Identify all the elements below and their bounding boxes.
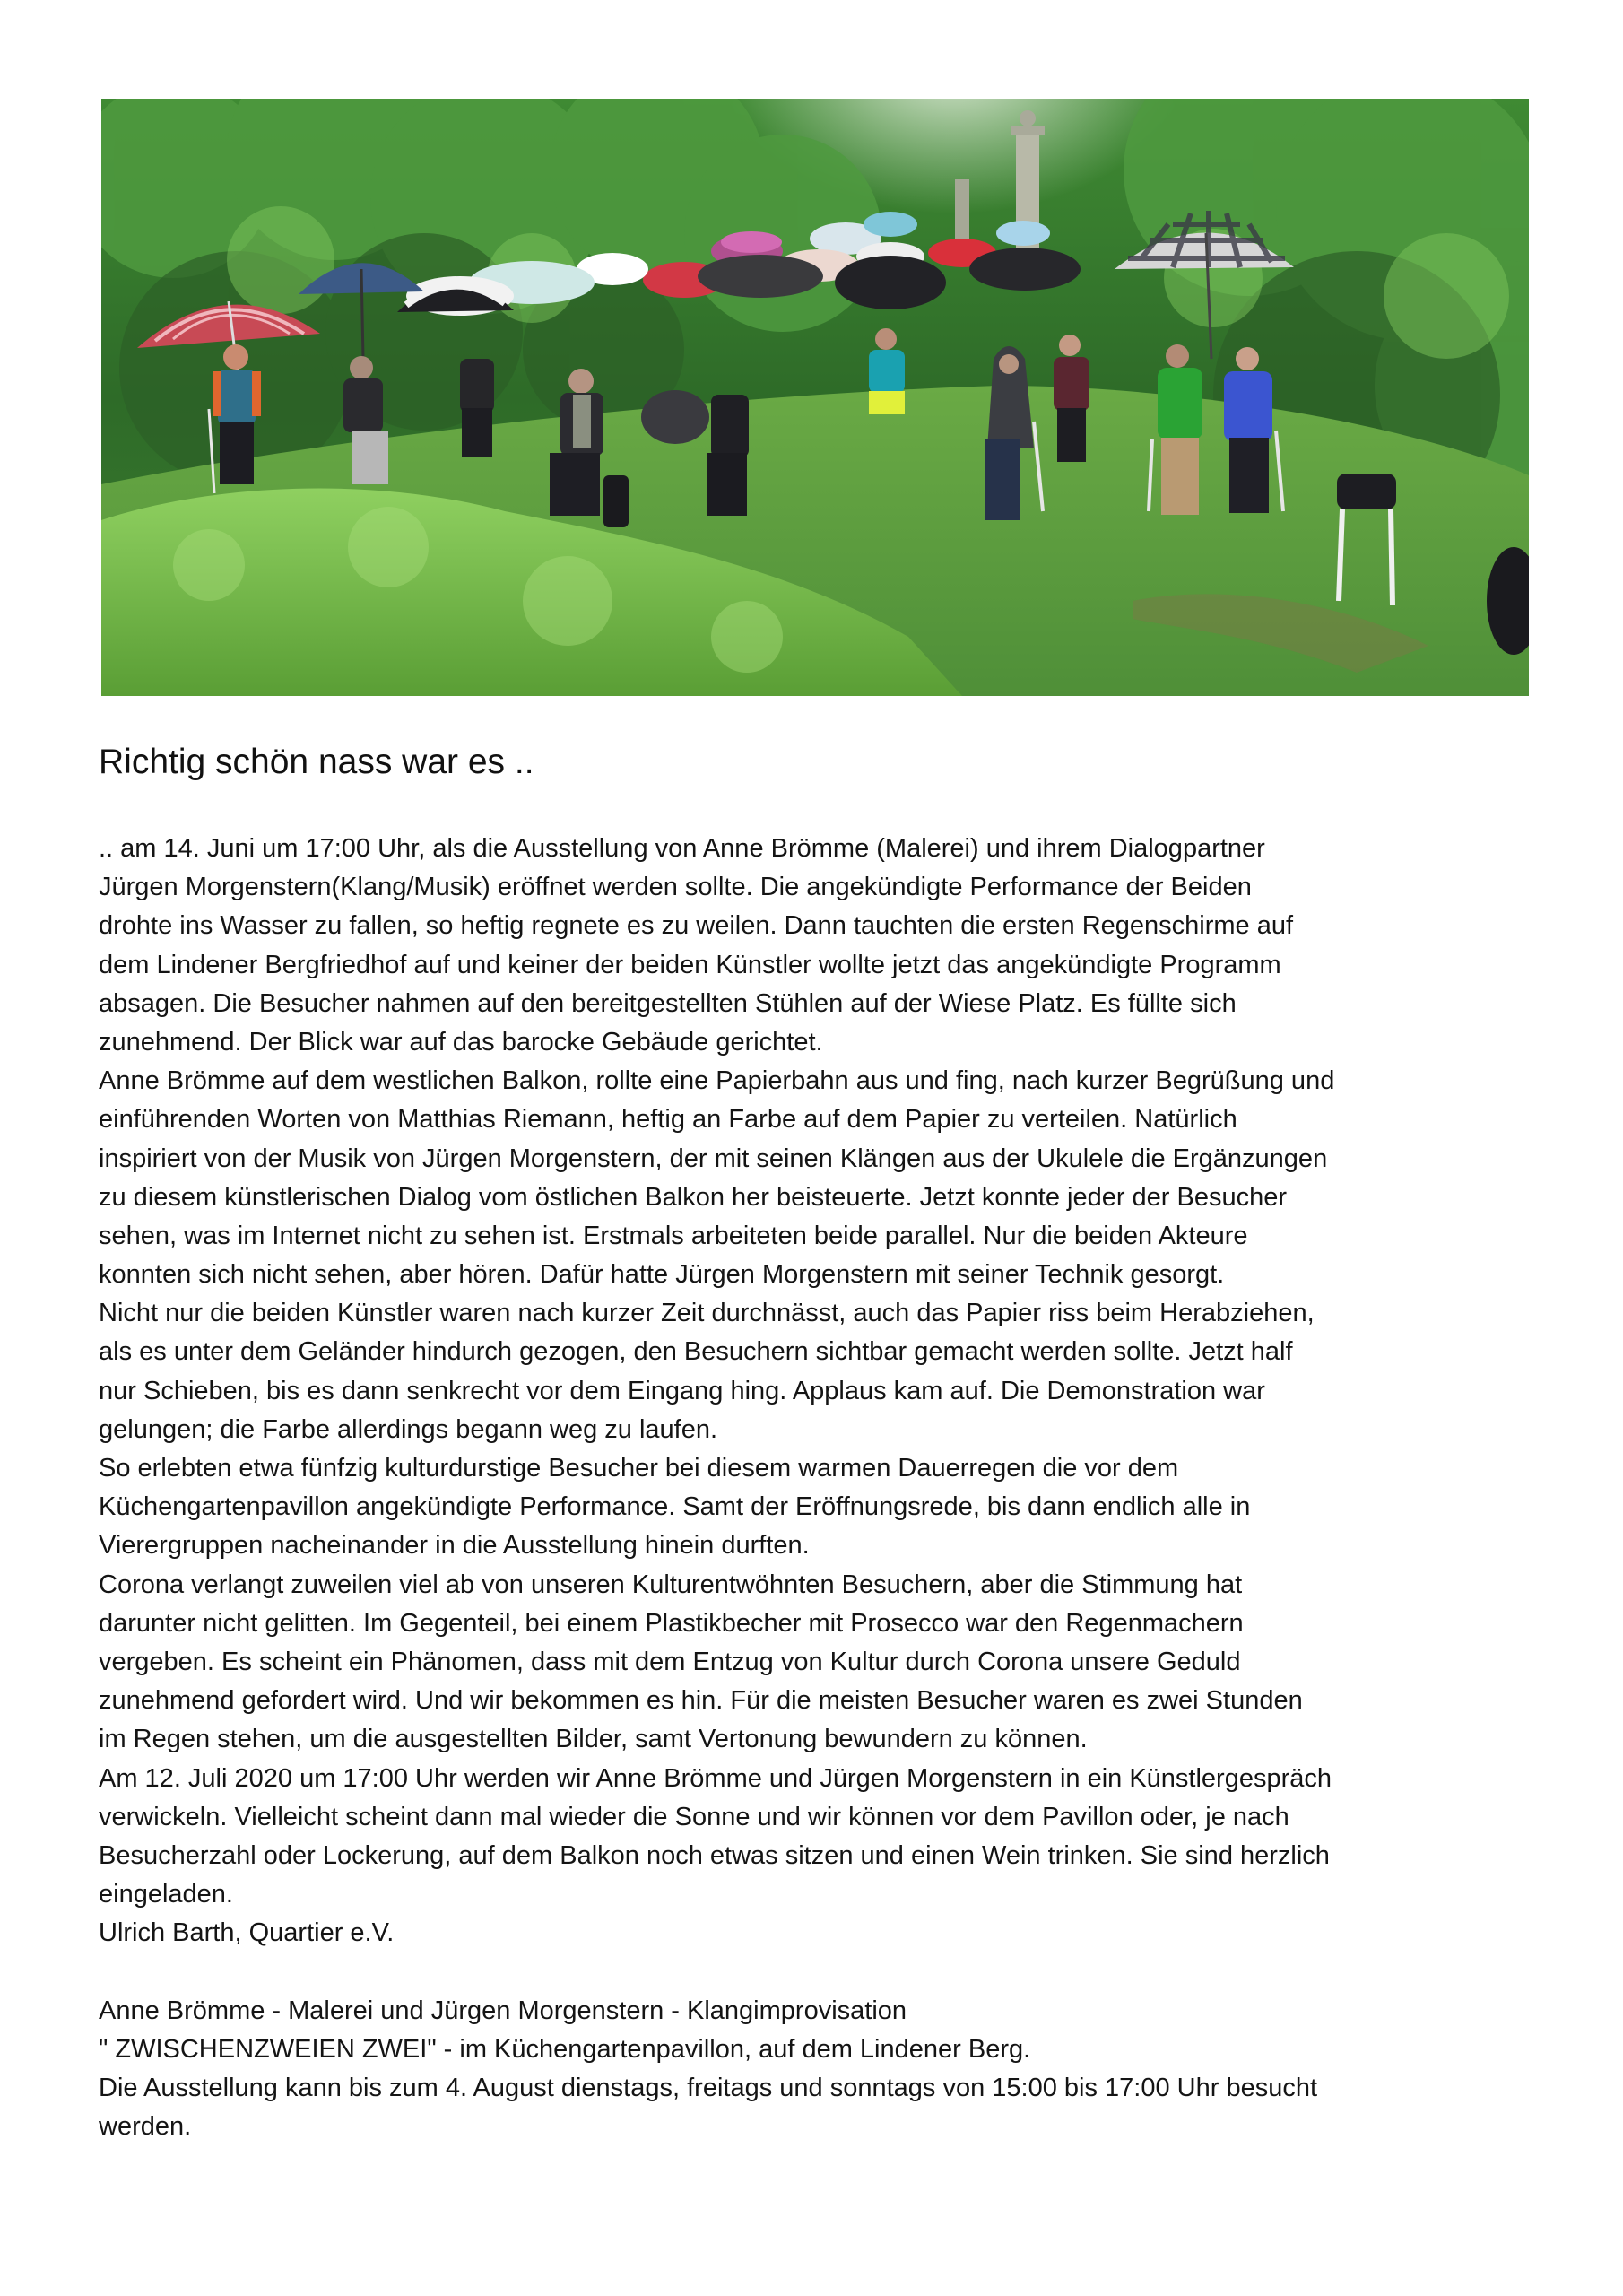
article-title: Richtig schön nass war es .. (99, 743, 534, 781)
article-line: zu diesem künstlerischen Dialog vom östlichen Balkon her beisteuerte. Jetzt konnte jeder der Besucher (99, 1182, 1288, 1212)
exhibition-info-line: werden. (99, 2112, 192, 2142)
article-line: konnten sich nicht sehen, aber hören. Dafür hatte Jürgen Morgenstern mit seiner Technik gesorgt. (99, 1260, 1225, 1290)
article-line: darunter nicht gelitten. Im Gegenteil, bei einem Plastikbecher mit Prosecco war den Regenmachern (99, 1608, 1244, 1638)
article-line: sehen, was im Internet nicht zu sehen ist. Erstmals arbeiteten beide parallel. Nur die beiden Akteure (99, 1221, 1248, 1250)
article-line: Küchengartenpavillon angekündigte Performance. Samt der Eröffnungsrede, bis dann endlich alle in (99, 1492, 1251, 1522)
article-line: absagen. Die Besucher nahmen auf den bereitgestellten Stühlen auf der Wiese Platz. Es füllte sich (99, 988, 1237, 1018)
article-line: Besucherzahl oder Lockerung, auf dem Balkon noch etwas sitzen und einen Wein trinken. Sie sind herzlich (99, 1840, 1330, 1870)
article-line: So erlebten etwa fünfzig kulturdurstige Besucher bei diesem warmen Dauerregen die vor dem (99, 1454, 1179, 1483)
article-line: vergeben. Es scheint ein Phänomen, dass mit dem Entzug von Kultur durch Corona unsere Geduld (99, 1647, 1241, 1676)
article-line: dem Lindener Bergfriedhof auf und keiner der beiden Künstler wollte jetzt das angekündigte Programm (99, 950, 1281, 979)
article-line: Vierergruppen nacheinander in die Ausstellung hinein durften. (99, 1531, 810, 1561)
article-line: einführenden Worten von Matthias Riemann, heftig an Farbe auf dem Papier zu verteilen. Natürlich (99, 1105, 1237, 1135)
article-line: eingeladen. (99, 1880, 233, 1909)
article-line: .. am 14. Juni um 17:00 Uhr, als die Ausstellung von Anne Brömme (Malerei) und ihrem Dialogpartner (99, 834, 1265, 863)
article-body (99, 830, 1524, 2146)
article-line: Corona verlangt zuweilen viel ab von unseren Kulturentwöhnten Besuchern, aber die Stimmung hat (99, 1570, 1243, 1599)
article-line: gelungen; die Farbe allerdings begann weg zu laufen. (99, 1414, 718, 1444)
article-line: als es unter dem Geländer hindurch gezogen, den Besuchern sichtbar gemacht werden sollte. Jetzt half (99, 1337, 1293, 1367)
article-line: zunehmend. Der Blick war auf das barocke Gebäude gerichtet. (99, 1027, 823, 1057)
exhibition-info-line: " ZWISCHENZWEIEN ZWEI" - im Küchengartenpavillon, auf dem Lindener Berg. (99, 2034, 1031, 2064)
article-line: Nicht nur die beiden Künstler waren nach kurzer Zeit durchnässt, auch das Papier riss beim Herabziehen, (99, 1299, 1315, 1328)
article-line: Ulrich Barth, Quartier e.V. (99, 1918, 395, 1948)
article-line: nur Schieben, bis es dann senkrecht vor dem Eingang hing. Applaus kam auf. Die Demonstration war (99, 1376, 1265, 1405)
exhibition-info-line: Die Ausstellung kann bis zum 4. August dienstags, freitags und sonntags von 15:00 bis 17:00 Uhr besucht (99, 2074, 1318, 2102)
article-line: verwickeln. Vielleicht scheint dann mal wieder die Sonne und wir können vor dem Pavillon oder, je nach (99, 1802, 1289, 1831)
article-line: zunehmend gefordert wird. Und wir bekommen es hin. Für die meisten Besucher waren es zwei Stunden (99, 1686, 1303, 1716)
article-line: im Regen stehen, um die ausgestellten Bilder, samt Vertonung bewundern zu können. (99, 1725, 1088, 1754)
article-line: inspiriert von der Musik von Jürgen Morgenstern, der mit seinen Klängen aus der Ukulele die Ergänzungen (99, 1144, 1328, 1173)
article-line: drohte ins Wasser zu fallen, so heftig regnete es zu weilen. Dann tauchten die ersten Regenschirme auf (99, 911, 1294, 941)
article-line: Jürgen Morgenstern(Klang/Musik) eröffnet werden sollte. Die angekündigte Performance der Beiden (99, 873, 1252, 902)
exhibition-info-line: Anne Brömme - Malerei und Jürgen Morgenstern - Klangimprovisation (99, 1996, 907, 2025)
article-line: Anne Brömme auf dem westlichen Balkon, rollte eine Papierbahn aus und fing, nach kurzer Begrüßung und (99, 1066, 1335, 1096)
event-photo (101, 99, 1529, 696)
paragraph-spacer (99, 1952, 1524, 1991)
photo-illustration (101, 99, 1529, 696)
article-line: Am 12. Juli 2020 um 17:00 Uhr werden wir Anne Brömme und Jürgen Morgenstern in ein Künstlergespräch (99, 1763, 1332, 1793)
